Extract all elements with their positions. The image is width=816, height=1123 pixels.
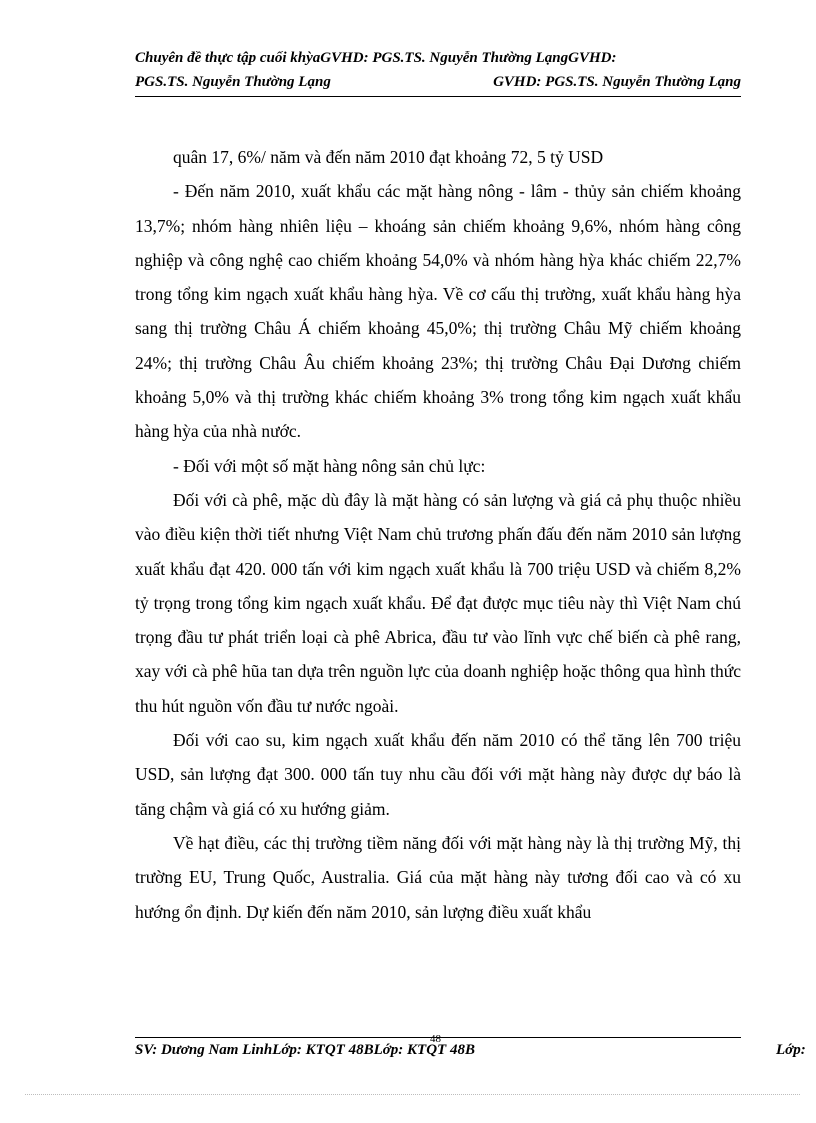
page-bottom-border — [25, 1094, 800, 1095]
header-line-2-right: GVHD: PGS.TS. Nguyễn Thường Lạng — [493, 74, 741, 90]
paragraph-key-products-heading: - Đối với một số mặt hàng nông sản chủ lực: — [173, 455, 486, 476]
header-line-1: Chuyên đề thực tập cuối khỳaGVHD: PGS.TS. Nguyễn Thường LạngGVHD: — [135, 50, 617, 66]
header-line-2 — [135, 70, 741, 94]
document-body — [135, 140, 741, 929]
paragraph-export-structure: - Đến năm 2010, xuất khẩu các mặt hàng nông - lâm - thủy sản chiếm khoảng 13,7%; nhóm hàng nhiên liệu – khoáng sản chiếm khoảng 9,6%, nhóm hàng công nghiệp và công nghệ cao chiếm khoảng 54,0% và nhóm hàng hỳa khác chiếm 22,7% trong tổng kim ngạch xuất khẩu hàng hỳa. Về cơ cấu thị trường, xuất khẩu hàng hỳa sang thị trường Châu Á chiếm khoảng 45,0%; thị trường Châu Mỹ chiếm khoảng 24%; thị trường Châu Âu chiếm khoảng 23%; thị trường Châu Đại Dương chiếm khoảng 5,0% và thị trường khác chiếm khoảng 3% trong tổng kim ngạch xuất khẩu hàng hỳa của nhà nước. — [135, 181, 741, 442]
page-header — [135, 46, 741, 94]
header-divider — [135, 96, 741, 97]
footer-student-info: SV: Dương Nam LinhLớp: KTQT 48BLớp: KTQT 48B — [135, 1042, 475, 1058]
header-line-2-left: PGS.TS. Nguyễn Thường Lạng — [135, 74, 331, 90]
paragraph-coffee: Đối với cà phê, mặc dù đây là mặt hàng có sản lượng và giá cả phụ thuộc nhiều vào điều kiện thời tiết nhưng Việt Nam chủ trương phấn đấu đến năm 2010 sản lượng xuất khẩu đạt 420. 000 tấn với kim ngạch xuất khẩu là 700 triệu USD và chiếm 8,2% tỷ trọng trong tổng kim ngạch xuất khẩu. Để đạt được mục tiêu này thì Việt Nam chú trọng đầu tư phát triển loại cà phê Abrica, đầu tư vào lĩnh vực chế biến cà phê rang, xay với cà phê hũa tan dựa trên nguồn lực của doanh nghiệp hoặc thông qua hình thức thu hút nguồn vốn đầu tư nước ngoài. — [135, 489, 741, 716]
paragraph-cashew: Về hạt điều, các thị trường tiềm năng đối với mặt hàng này là thị trường Mỹ, thị trường EU, Trung Quốc, Australia. Giá của mặt hàng này tương đối cao và có xu hướng ổn định. Dự kiến đến năm 2010, sản lượng điều xuất khẩu — [135, 832, 741, 922]
paragraph-continuation: quân 17, 6%/ năm và đến năm 2010 đạt khoảng 72, 5 tỷ USD — [173, 147, 604, 167]
footer-class-label: Lớp: — [776, 1042, 806, 1058]
paragraph-rubber: Đối với cao su, kim ngạch xuất khẩu đến năm 2010 có thể tăng lên 700 triệu USD, sản lượng đạt 300. 000 tấn tuy nhu cầu đối với mặt hàng này được dự báo là tăng chậm và giá có xu hướng giảm. — [135, 730, 741, 819]
page-number: 48 — [430, 1033, 441, 1045]
